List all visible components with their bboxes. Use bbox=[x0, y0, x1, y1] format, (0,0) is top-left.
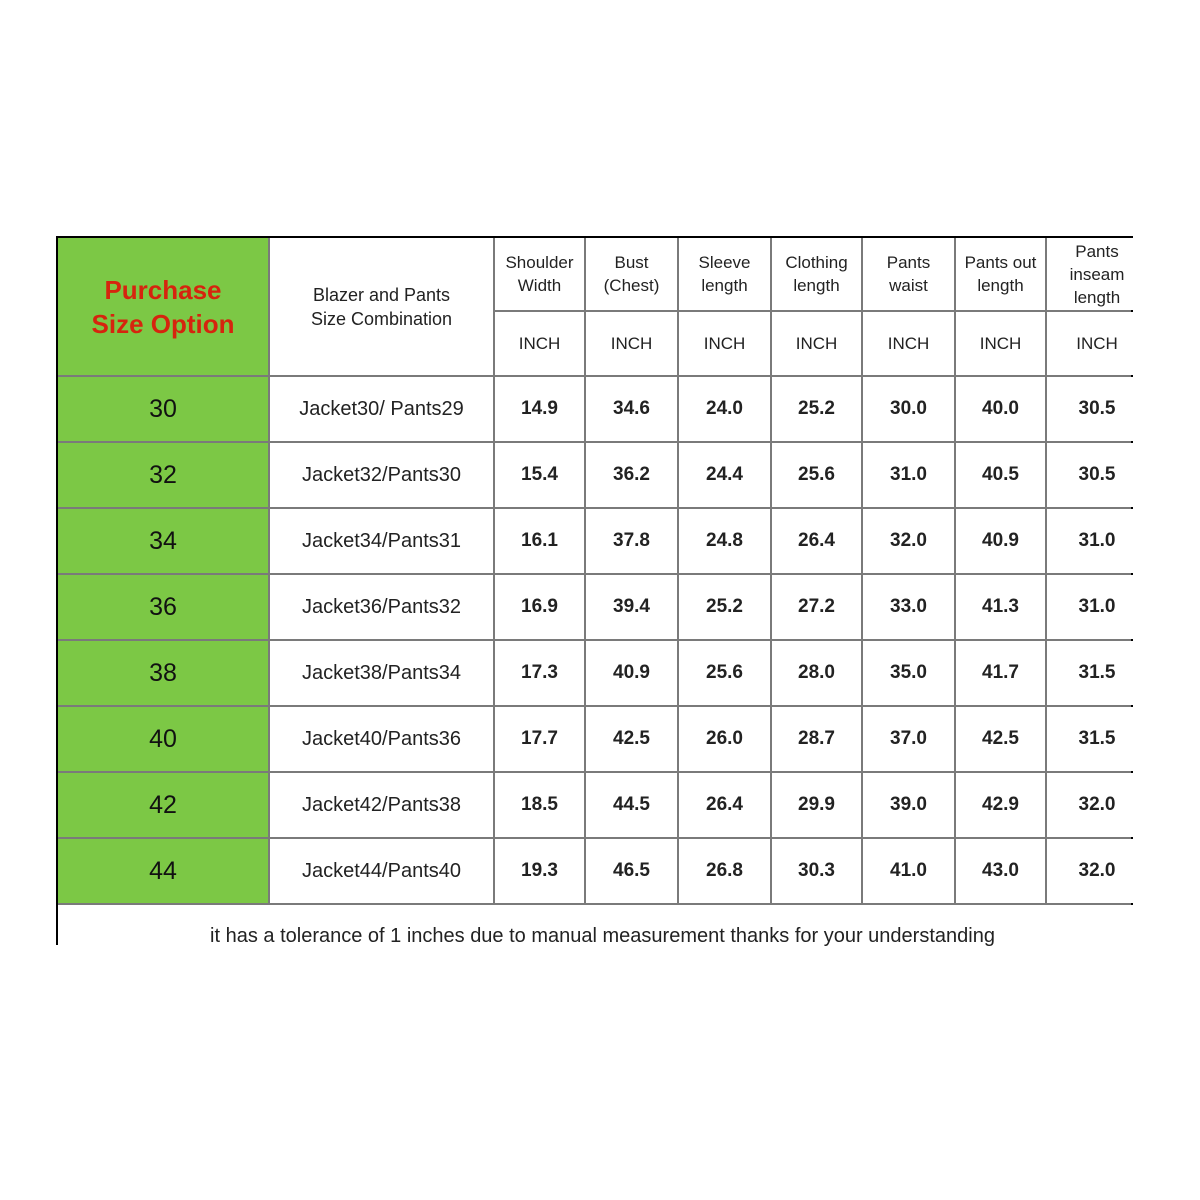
measurement-cell: 39.0 bbox=[863, 773, 954, 837]
column-header-line2: (Chest) bbox=[603, 276, 660, 295]
purchase-header-line1: Purchase bbox=[104, 274, 222, 305]
column-header bbox=[586, 238, 677, 310]
measurement-cell: 25.2 bbox=[772, 377, 861, 441]
size-chart-table bbox=[56, 236, 1133, 945]
column-header bbox=[495, 238, 584, 310]
measurement-cell: 40.9 bbox=[956, 509, 1045, 573]
measurement-cell: 42.5 bbox=[956, 707, 1045, 771]
measurement-cell: 24.8 bbox=[679, 509, 770, 573]
measurement-cell: 42.5 bbox=[586, 707, 677, 771]
size-combination-cell: Jacket34/Pants31 bbox=[270, 509, 493, 573]
measurement-cell: 32.0 bbox=[1047, 773, 1147, 837]
measurement-cell: 41.3 bbox=[956, 575, 1045, 639]
measurement-cell: 26.4 bbox=[772, 509, 861, 573]
measurement-cell: 30.0 bbox=[863, 377, 954, 441]
size-option-cell: 44 bbox=[58, 839, 268, 903]
measurement-cell: 27.2 bbox=[772, 575, 861, 639]
size-combination-cell: Jacket42/Pants38 bbox=[270, 773, 493, 837]
measurement-cell: 41.0 bbox=[863, 839, 954, 903]
size-combination-cell: Jacket32/Pants30 bbox=[270, 443, 493, 507]
column-header-line2: length bbox=[793, 276, 840, 295]
column-header-line1: Clothing bbox=[785, 253, 848, 272]
measurement-cell: 31.5 bbox=[1047, 641, 1147, 705]
unit-label: INCH bbox=[679, 312, 770, 375]
measurement-cell: 40.5 bbox=[956, 443, 1045, 507]
measurement-cell: 32.0 bbox=[863, 509, 954, 573]
unit-label: INCH bbox=[1047, 312, 1147, 375]
measurement-cell: 42.9 bbox=[956, 773, 1045, 837]
column-header-line2: inseam bbox=[1069, 264, 1125, 284]
measurement-cell: 30.5 bbox=[1047, 377, 1147, 441]
measurement-cell: 24.0 bbox=[679, 377, 770, 441]
column-header-line1: Shoulder bbox=[505, 253, 574, 272]
size-combination-header bbox=[270, 238, 493, 375]
size-option-cell: 34 bbox=[58, 509, 268, 573]
measurement-cell: 31.0 bbox=[1047, 575, 1147, 639]
measurement-cell: 32.0 bbox=[1047, 839, 1147, 903]
measurement-cell: 37.0 bbox=[863, 707, 954, 771]
measurement-cell: 40.9 bbox=[586, 641, 677, 705]
unit-label: INCH bbox=[772, 312, 861, 375]
column-header bbox=[772, 238, 861, 310]
column-header-line2: Width bbox=[517, 276, 562, 295]
column-header bbox=[1047, 238, 1147, 310]
measurement-cell: 16.9 bbox=[495, 575, 584, 639]
column-header-line1: Sleeve bbox=[698, 253, 751, 272]
size-option-cell: 30 bbox=[58, 377, 268, 441]
measurement-cell: 26.0 bbox=[679, 707, 770, 771]
column-header-line1: Pants bbox=[886, 253, 931, 272]
measurement-cell: 35.0 bbox=[863, 641, 954, 705]
column-header-line3: length bbox=[1073, 287, 1121, 307]
measurement-cell: 25.6 bbox=[772, 443, 861, 507]
measurement-cell: 33.0 bbox=[863, 575, 954, 639]
purchase-header-line2: Size Option bbox=[91, 308, 235, 339]
column-header bbox=[679, 238, 770, 310]
combo-header-line1: Blazer and Pants bbox=[312, 284, 451, 305]
purchase-size-option-header bbox=[58, 238, 268, 375]
measurement-cell: 31.5 bbox=[1047, 707, 1147, 771]
column-header bbox=[863, 238, 954, 310]
size-option-cell: 42 bbox=[58, 773, 268, 837]
measurement-cell: 28.0 bbox=[772, 641, 861, 705]
size-combination-cell: Jacket40/Pants36 bbox=[270, 707, 493, 771]
size-combination-cell: Jacket44/Pants40 bbox=[270, 839, 493, 903]
unit-label: INCH bbox=[863, 312, 954, 375]
measurement-cell: 19.3 bbox=[495, 839, 584, 903]
size-option-cell: 36 bbox=[58, 575, 268, 639]
unit-label: INCH bbox=[586, 312, 677, 375]
measurement-cell: 17.3 bbox=[495, 641, 584, 705]
column-header-line2: length bbox=[977, 276, 1024, 295]
measurement-cell: 18.5 bbox=[495, 773, 584, 837]
column-header-line1: Pants bbox=[1075, 241, 1119, 261]
column-header-line1: Pants out bbox=[964, 253, 1037, 272]
measurement-cell: 25.2 bbox=[679, 575, 770, 639]
measurement-cell: 31.0 bbox=[1047, 509, 1147, 573]
measurement-cell: 26.8 bbox=[679, 839, 770, 903]
measurement-cell: 43.0 bbox=[956, 839, 1045, 903]
measurement-cell: 34.6 bbox=[586, 377, 677, 441]
column-header-line1: Bust bbox=[614, 253, 649, 272]
measurement-cell: 30.3 bbox=[772, 839, 861, 903]
size-option-cell: 40 bbox=[58, 707, 268, 771]
measurement-cell: 44.5 bbox=[586, 773, 677, 837]
combo-header-line2: Size Combination bbox=[310, 308, 453, 329]
unit-label: INCH bbox=[956, 312, 1045, 375]
tolerance-note: it has a tolerance of 1 inches due to manual measurement thanks for your understanding bbox=[58, 905, 1147, 967]
measurement-cell: 29.9 bbox=[772, 773, 861, 837]
measurement-cell: 31.0 bbox=[863, 443, 954, 507]
measurement-cell: 26.4 bbox=[679, 773, 770, 837]
measurement-cell: 30.5 bbox=[1047, 443, 1147, 507]
measurement-cell: 40.0 bbox=[956, 377, 1045, 441]
measurement-cell: 46.5 bbox=[586, 839, 677, 903]
column-header-line2: waist bbox=[889, 276, 928, 295]
column-header bbox=[956, 238, 1045, 310]
measurement-cell: 37.8 bbox=[586, 509, 677, 573]
size-combination-cell: Jacket38/Pants34 bbox=[270, 641, 493, 705]
measurement-cell: 25.6 bbox=[679, 641, 770, 705]
measurement-cell: 14.9 bbox=[495, 377, 584, 441]
measurement-cell: 24.4 bbox=[679, 443, 770, 507]
measurement-cell: 15.4 bbox=[495, 443, 584, 507]
unit-label: INCH bbox=[495, 312, 584, 375]
measurement-cell: 41.7 bbox=[956, 641, 1045, 705]
measurement-cell: 28.7 bbox=[772, 707, 861, 771]
size-option-cell: 32 bbox=[58, 443, 268, 507]
measurement-cell: 17.7 bbox=[495, 707, 584, 771]
size-option-cell: 38 bbox=[58, 641, 268, 705]
size-combination-cell: Jacket36/Pants32 bbox=[270, 575, 493, 639]
measurement-cell: 16.1 bbox=[495, 509, 584, 573]
measurement-cell: 36.2 bbox=[586, 443, 677, 507]
column-header-line2: length bbox=[701, 276, 748, 295]
measurement-cell: 39.4 bbox=[586, 575, 677, 639]
size-combination-cell: Jacket30/ Pants29 bbox=[270, 377, 493, 441]
